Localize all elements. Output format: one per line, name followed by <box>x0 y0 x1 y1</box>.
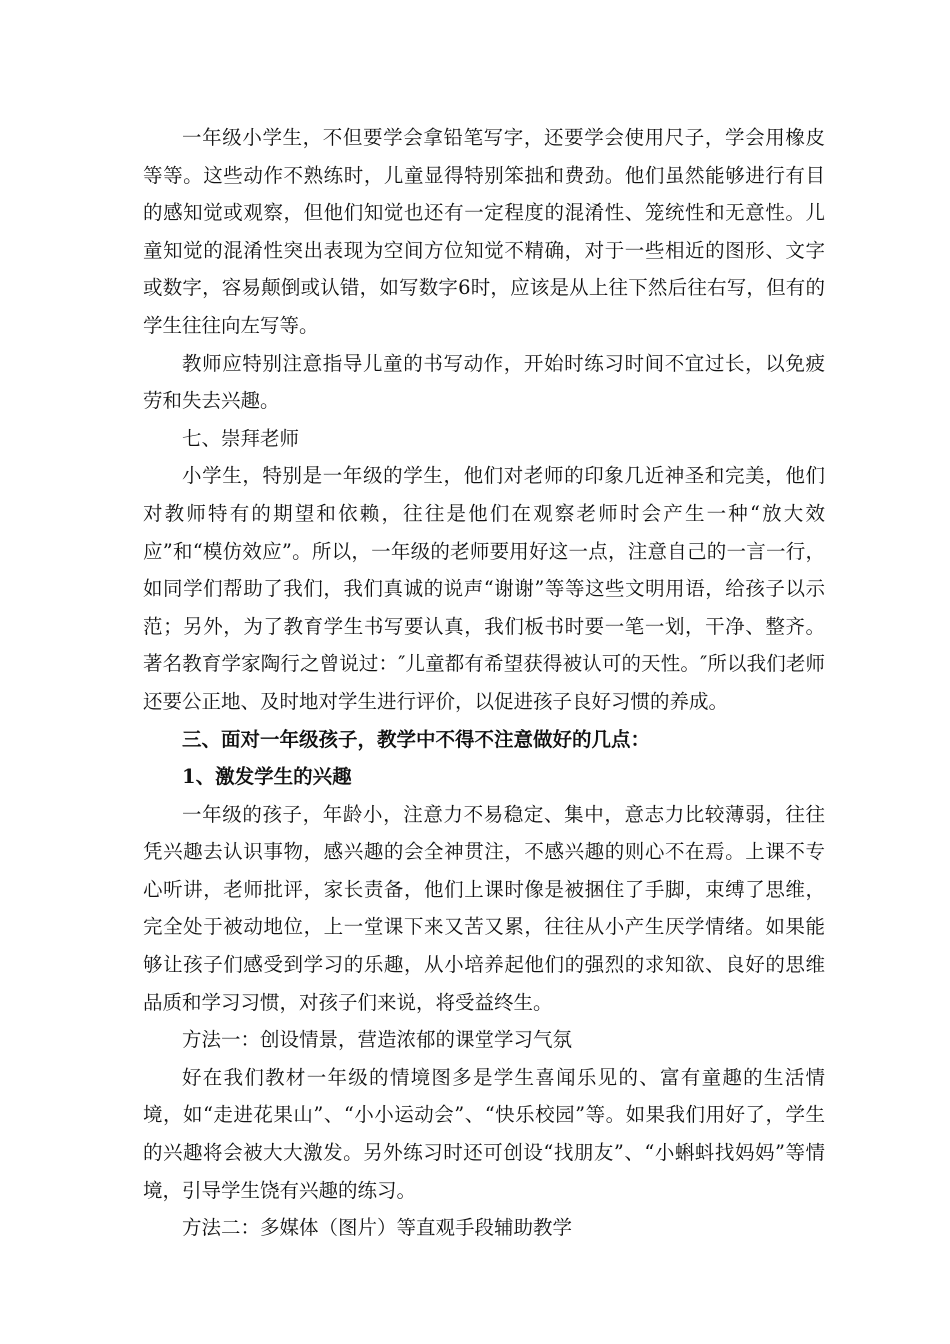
method-one-heading: 方法一：创设情景，营造浓郁的课堂学习气氛 <box>182 1028 573 1052</box>
document-body <box>143 119 825 1247</box>
method-two-heading: 方法二：多媒体（图片）等直观手段辅助教学 <box>182 1216 573 1240</box>
section-heading-teaching-points: 三、面对一年级孩子，教学中不得不注意做好的几点： <box>182 727 651 751</box>
paragraph-method-one: 好在我们教材一年级的情境图多是学生喜闻乐见的、富有童趣的生活情境，如“走进花果山”、“小小运动会”、“快乐校园”等。如果我们用好了，学生的兴趣将会被大大激发。另外练习时还可创设“找朋友”、“小蝌蚪找妈妈”等情境，引导学生饶有兴趣的练习。 <box>143 1065 825 1202</box>
paragraph-admire-teacher: 小学生，特别是一年级的学生，他们对老师的印象几近神圣和完美，他们对教师特有的期望和依赖，往往是他们在观察老师时会产生一种“放大效应”和“模仿效应”。所以，一年级的老师要用好这一点，注意自己的一言一行，如同学们帮助了我们，我们真诚的说声“谢谢”等等这些文明用语，给孩子以示范；另外，为了教育学生书写要认真，我们板书时要一笔一划，干净、整齐。著名教育学家陶行之曾说过：″儿童都有希望获得被认可的天性。″所以我们老师还要公正地、及时地对学生进行评价，以促进孩子良好习惯的养成。 <box>143 464 825 713</box>
paragraph-interest: 一年级的孩子，年龄小，注意力不易稳定、集中，意志力比较薄弱，往往凭兴趣去认识事物，感兴趣的会全神贯注，不感兴趣的则心不在焉。上课不专心听讲，老师批评，家长责备，他们上课时像是被捆住了手脚，束缚了思维，完全处于被动地位，上一堂课下来又苦又累，往往从小产生厌学情绪。如果能够让孩子们感受到学习的乐趣，从小培养起他们的强烈的求知欲、良好的思维品质和学习习惯，对孩子们来说，将受益终生。 <box>143 802 825 1014</box>
section-heading-admire-teacher: 七、崇拜老师 <box>182 426 300 450</box>
paragraph-writing-skills: 一年级小学生，不但要学会拿铅笔写字，还要学会使用尺子，学会用橡皮等等。这些动作不熟练时，儿童显得特别笨拙和费劲。他们虽然能够进行有目的感知觉或观察，但他们知觉也还有一定程度的混淆性、笼统性和无意性。儿童知觉的混淆性突出表现为空间方位知觉不精确，对于一些相近的图形、文字或数字，容易颠倒或认错，如写数字6时，应该是从上往下然后往右写，但有的学生往往向左写等。 <box>143 126 825 337</box>
subheading-stimulate-interest: 1、激发学生的兴趣 <box>182 765 352 789</box>
paragraph-teacher-guidance: 教师应特别注意指导儿童的书写动作，开始时练习时间不宜过长，以免疲劳和失去兴趣。 <box>143 351 825 413</box>
